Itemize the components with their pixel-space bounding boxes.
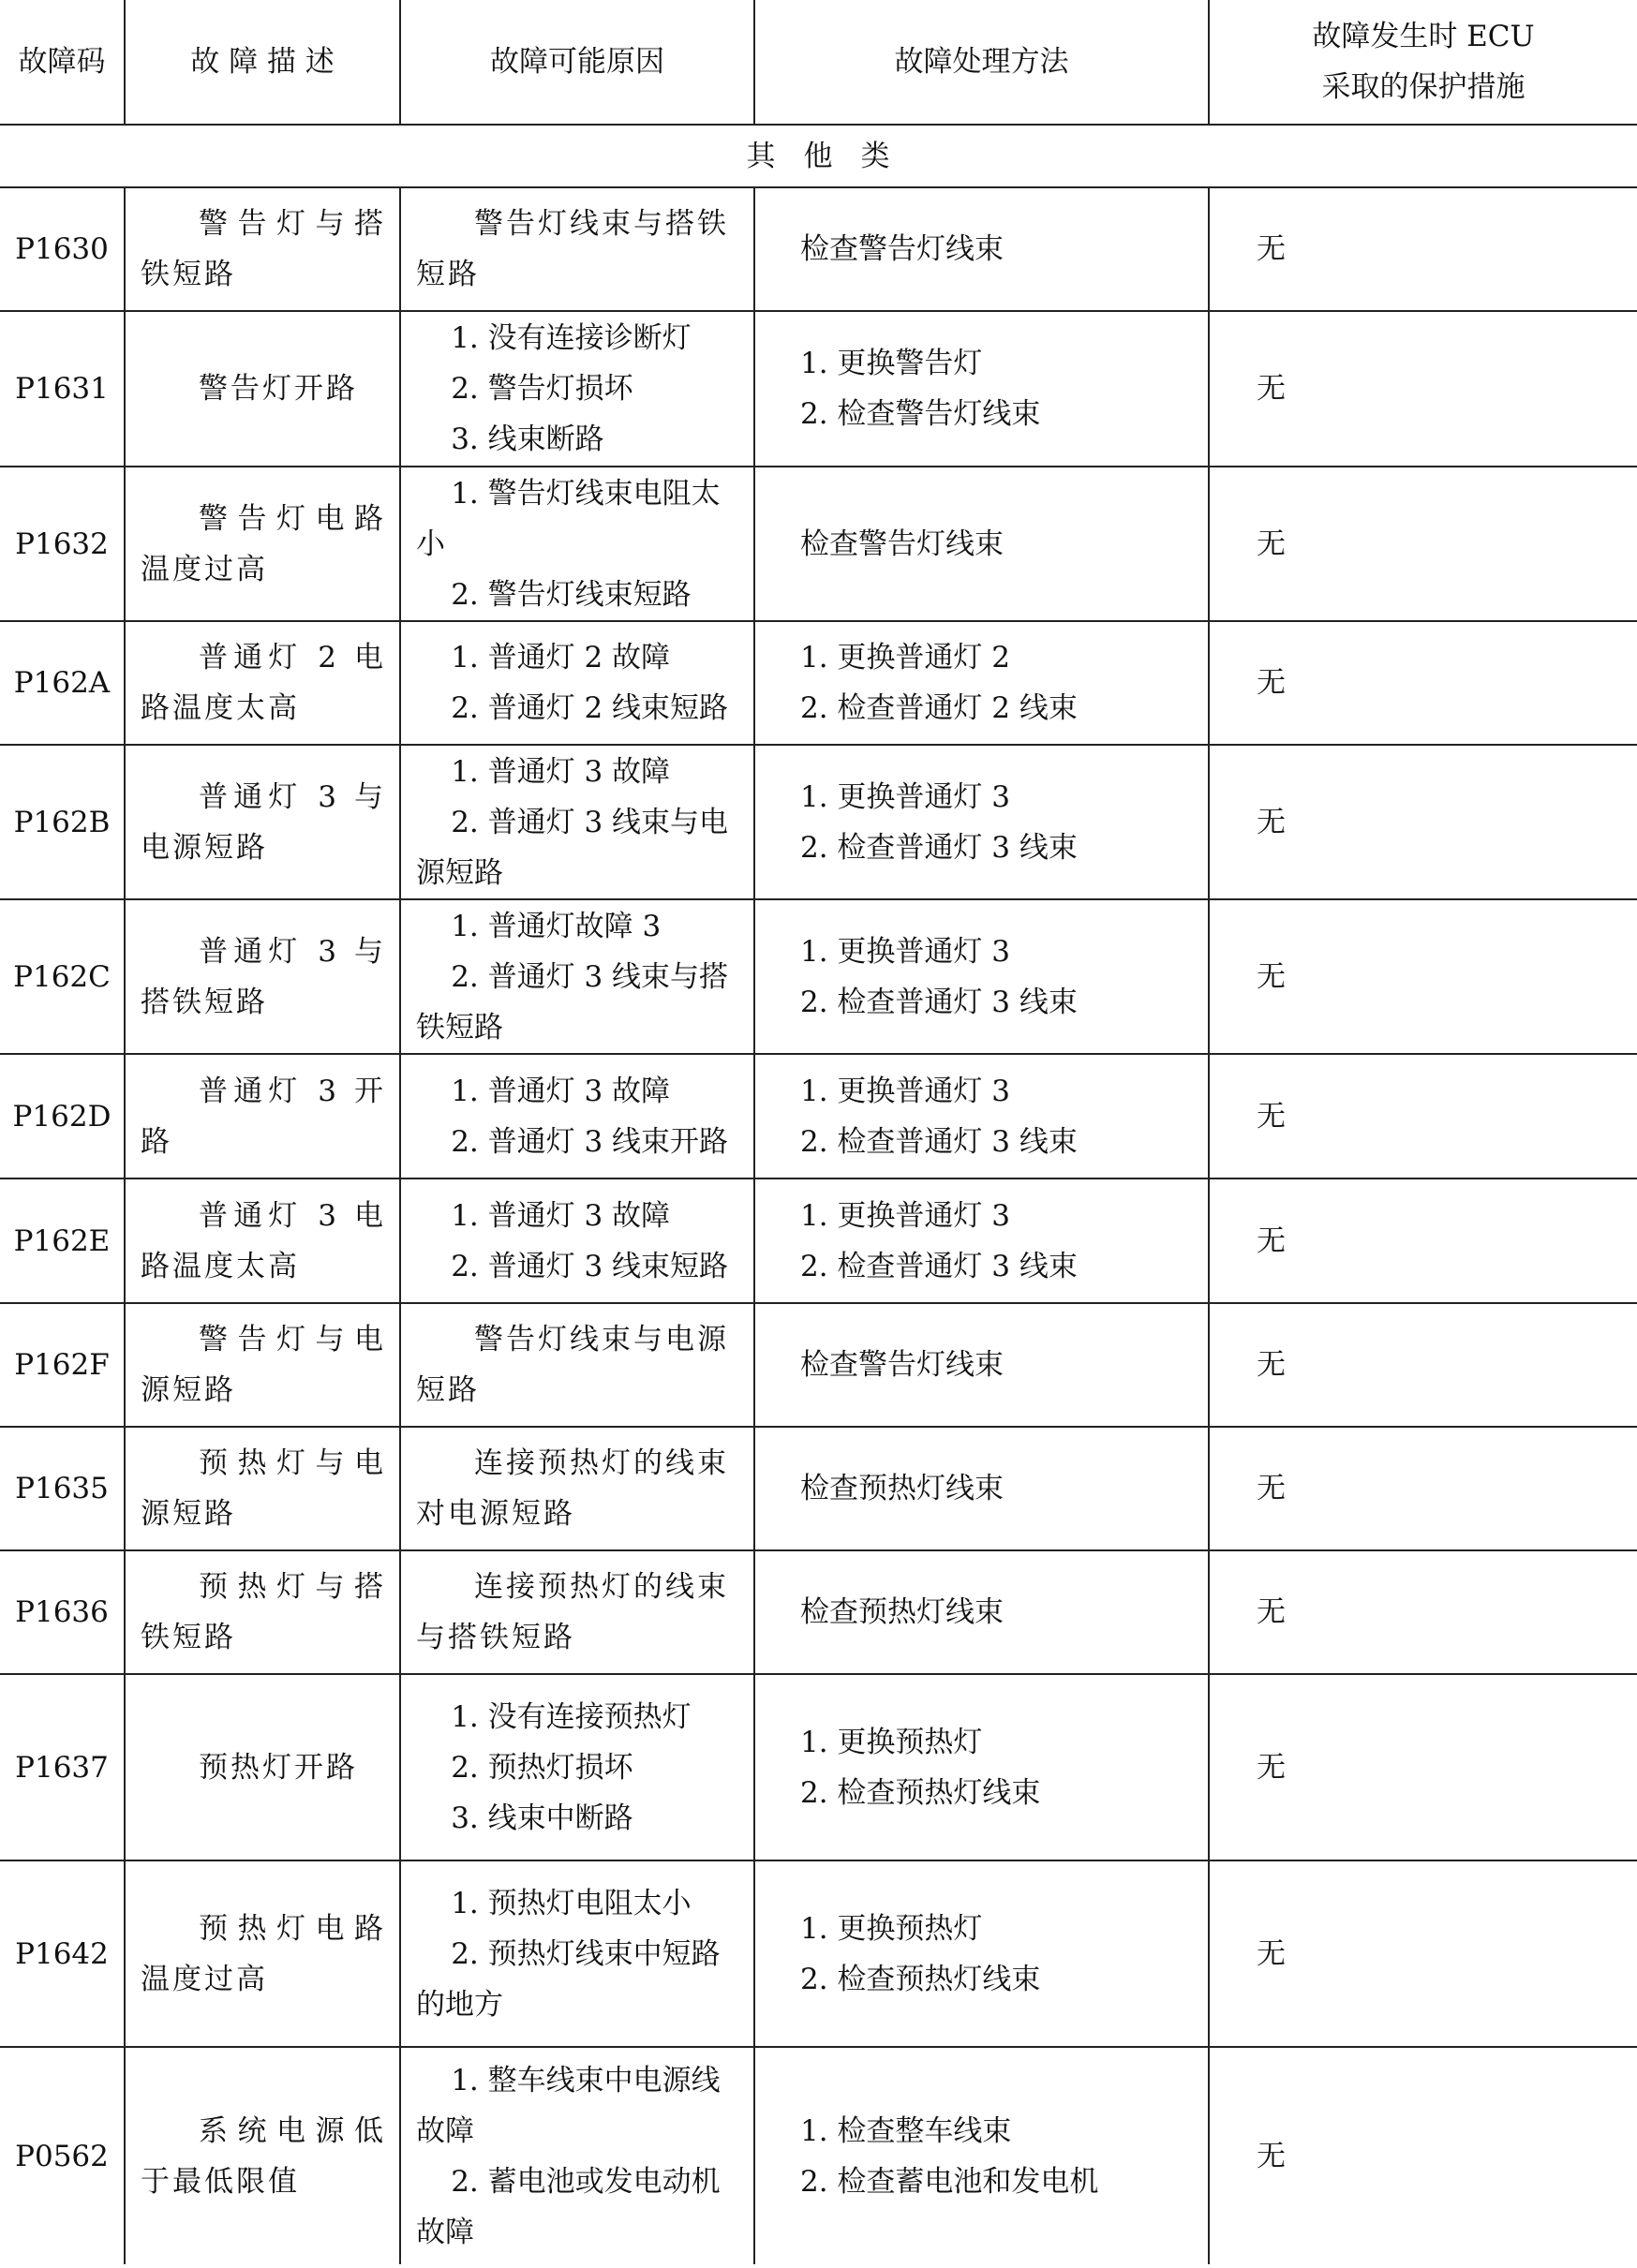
- fault-code: P162D: [0, 1054, 125, 1178]
- fault-cause-item: 1. 没有连接预热灯: [451, 1699, 692, 1734]
- fault-code: P1642: [0, 1860, 125, 2047]
- fault-description: 普通灯 3 开路: [125, 1054, 400, 1178]
- ecu-protection: 无: [1209, 1860, 1637, 2047]
- fault-description: 警告灯与搭铁短路: [125, 187, 400, 311]
- table-row: [0, 621, 1637, 745]
- fault-code: P1631: [0, 311, 125, 467]
- fault-method-item: 1. 更换普通灯 3: [800, 1074, 1011, 1108]
- fault-cause: [400, 621, 754, 745]
- fault-method-item: 1. 检查整车线束: [800, 2113, 1012, 2148]
- fault-cause-item: 1. 预热灯电阻太小: [451, 1886, 692, 1920]
- fault-method-item: 检查预热灯线束: [800, 1595, 1004, 1629]
- ecu-protection: 无: [1209, 1550, 1637, 1674]
- fault-method-item: 检查预热灯线束: [800, 1472, 1004, 1505]
- fault-method-item: 1. 更换普通灯 2: [800, 641, 1011, 674]
- fault-method: [754, 2047, 1209, 2264]
- table-row: [0, 745, 1637, 899]
- fault-cause: [400, 1303, 754, 1427]
- fault-method-item: 1. 更换普通灯 3: [800, 779, 1011, 814]
- ecu-protection: 无: [1209, 1303, 1637, 1427]
- table-row: [0, 899, 1637, 1054]
- fault-cause-item: 1. 普通灯 3 故障: [451, 1074, 671, 1108]
- fault-cause: [400, 1674, 754, 1860]
- fault-method: [754, 745, 1209, 899]
- fault-cause: [400, 467, 754, 621]
- header-method: 故障处理方法: [754, 0, 1209, 125]
- fault-code: P1636: [0, 1550, 125, 1674]
- fault-cause-item: 连接预热灯的线束与搭铁短路: [416, 1570, 729, 1654]
- fault-cause-item: 2. 普通灯 3 线束与电源短路: [416, 805, 729, 890]
- fault-cause-item: 2. 预热灯损坏: [451, 1750, 633, 1785]
- fault-description: 预热灯与电源短路: [125, 1427, 400, 1550]
- fault-method-item: 2. 检查普通灯 3 线束: [800, 830, 1078, 865]
- fault-cause-item: 1. 没有连接诊断灯: [451, 321, 692, 355]
- fault-cause-item: 3. 线束中断路: [451, 1801, 633, 1835]
- fault-method-item: 2. 检查普通灯 3 线束: [800, 1124, 1078, 1159]
- fault-cause-item: 1. 普通灯故障 3: [451, 909, 662, 943]
- header-row: [0, 0, 1637, 125]
- fault-method-item: 1. 更换预热灯: [800, 1725, 983, 1759]
- fault-cause-item: 2. 蓄电池或发电动机故障: [416, 2164, 721, 2249]
- fault-method: [754, 1303, 1209, 1427]
- table-header: [0, 0, 1637, 125]
- fault-cause-item: 2. 普通灯 2 线束短路: [451, 691, 729, 725]
- fault-cause: [400, 1054, 754, 1178]
- table-row: [0, 1054, 1637, 1178]
- fault-method: [754, 1860, 1209, 2047]
- fault-cause-item: 2. 警告灯损坏: [451, 372, 633, 406]
- fault-cause: [400, 899, 754, 1054]
- fault-method-item: 1. 更换预热灯: [800, 1911, 983, 1946]
- header-code: 故障码: [0, 0, 125, 125]
- fault-description: 普通灯 3 电路温度太高: [125, 1178, 400, 1303]
- fault-cause: [400, 1550, 754, 1674]
- fault-description: 预热灯开路: [125, 1674, 400, 1860]
- table-row: [0, 1860, 1637, 2047]
- fault-cause-item: 2. 普通灯 3 线束短路: [451, 1249, 729, 1283]
- ecu-protection: 无: [1209, 1054, 1637, 1178]
- fault-method: [754, 621, 1209, 745]
- fault-cause-item: 连接预热灯的线束对电源短路: [416, 1446, 729, 1531]
- table-row: [0, 1303, 1637, 1427]
- fault-code: P162B: [0, 745, 125, 899]
- fault-cause-item: 警告灯线束与搭铁短路: [416, 207, 729, 291]
- fault-cause-item: 1. 警告灯线束电阻太小: [416, 476, 721, 561]
- fault-cause-item: 2. 预热灯线束中短路的地方: [416, 1936, 721, 2022]
- ecu-protection: 无: [1209, 1674, 1637, 1860]
- table-row: [0, 1427, 1637, 1550]
- fault-method: [754, 899, 1209, 1054]
- section-title: 其他类: [0, 125, 1637, 187]
- header-protection-line2: 采取的保护措施: [1321, 70, 1525, 104]
- fault-method-item: 2. 检查预热灯线束: [800, 1962, 1041, 1996]
- fault-description: 普通灯 2 电路温度太高: [125, 621, 400, 745]
- ecu-protection: 无: [1209, 187, 1637, 311]
- ecu-protection: 无: [1209, 899, 1637, 1054]
- fault-cause: [400, 311, 754, 467]
- fault-cause: [400, 1860, 754, 2047]
- fault-method-item: 1. 更换警告灯: [800, 347, 983, 380]
- header-description: 故 障 描 述: [125, 0, 400, 125]
- section-row: [0, 125, 1637, 187]
- fault-cause-item: 1. 普通灯 3 故障: [451, 1198, 671, 1233]
- ecu-protection: 无: [1209, 1178, 1637, 1303]
- table-row: [0, 1178, 1637, 1303]
- header-cause: 故障可能原因: [400, 0, 754, 125]
- table-row: [0, 187, 1637, 311]
- ecu-protection: 无: [1209, 1427, 1637, 1550]
- fault-cause-item: 警告灯线束与电源短路: [416, 1323, 729, 1407]
- table-row: [0, 1550, 1637, 1674]
- fault-description: 预热灯电路温度过高: [125, 1860, 400, 2047]
- fault-method-item: 检查警告灯线束: [800, 232, 1004, 266]
- fault-code: P162C: [0, 899, 125, 1054]
- fault-method: [754, 1054, 1209, 1178]
- fault-cause-item: 3. 线束断路: [451, 422, 604, 456]
- fault-method-item: 1. 更换普通灯 3: [800, 934, 1011, 969]
- fault-code: P162A: [0, 621, 125, 745]
- ecu-protection: 无: [1209, 467, 1637, 621]
- fault-cause: [400, 187, 754, 311]
- fault-method: [754, 1550, 1209, 1674]
- fault-method-item: 1. 更换普通灯 3: [800, 1198, 1011, 1233]
- ecu-protection: 无: [1209, 621, 1637, 745]
- fault-method-item: 2. 检查普通灯 2 线束: [800, 691, 1078, 725]
- fault-method: [754, 187, 1209, 311]
- fault-code: P1632: [0, 467, 125, 621]
- fault-code: P1635: [0, 1427, 125, 1550]
- fault-code: P0562: [0, 2047, 125, 2264]
- fault-cause: [400, 1427, 754, 1550]
- fault-description: 普通灯 3 与电源短路: [125, 745, 400, 899]
- fault-method-item: 2. 检查蓄电池和发电机: [800, 2164, 1099, 2199]
- fault-cause: [400, 2047, 754, 2264]
- fault-cause-item: 2. 普通灯 3 线束开路: [451, 1124, 729, 1159]
- fault-method: [754, 467, 1209, 621]
- fault-cause-item: 1. 普通灯 3 故障: [451, 754, 671, 789]
- fault-code: P1630: [0, 187, 125, 311]
- fault-method: [754, 1178, 1209, 1303]
- ecu-protection: 无: [1209, 311, 1637, 467]
- fault-description: 预热灯与搭铁短路: [125, 1550, 400, 1674]
- fault-description: 警告灯电路温度过高: [125, 467, 400, 621]
- fault-method: [754, 1427, 1209, 1550]
- fault-description: 警告灯与电源短路: [125, 1303, 400, 1427]
- fault-code: P162F: [0, 1303, 125, 1427]
- fault-method-item: 2. 检查预热灯线束: [800, 1775, 1041, 1810]
- table-row: [0, 2047, 1637, 2264]
- fault-method-item: 2. 检查普通灯 3 线束: [800, 985, 1078, 1019]
- fault-method-item: 检查警告灯线束: [800, 526, 1004, 561]
- fault-method: [754, 1674, 1209, 1860]
- table-row: [0, 1674, 1637, 1860]
- fault-description: 系统电源低于最低限值: [125, 2047, 400, 2264]
- fault-method-item: 2. 检查普通灯 3 线束: [800, 1249, 1078, 1283]
- table-body: [0, 125, 1637, 2264]
- fault-cause-item: 2. 警告灯线束短路: [451, 577, 692, 612]
- ecu-protection: 无: [1209, 745, 1637, 899]
- fault-description: 普通灯 3 与搭铁短路: [125, 899, 400, 1054]
- fault-code: P162E: [0, 1178, 125, 1303]
- fault-cause-item: 2. 普通灯 3 线束与搭铁短路: [416, 959, 729, 1045]
- fault-method-item: 检查警告灯线束: [800, 1348, 1004, 1382]
- fault-cause: [400, 745, 754, 899]
- fault-cause-item: 1. 普通灯 2 故障: [451, 641, 671, 674]
- fault-cause-item: 1. 整车线束中电源线故障: [416, 2063, 721, 2148]
- header-protection-line1: 故障发生时 ECU: [1312, 20, 1535, 53]
- table-row: [0, 467, 1637, 621]
- fault-method: [754, 311, 1209, 467]
- fault-cause: [400, 1178, 754, 1303]
- fault-description: 警告灯开路: [125, 311, 400, 467]
- fault-code: P1637: [0, 1674, 125, 1860]
- ecu-protection: 无: [1209, 2047, 1637, 2264]
- table-row: [0, 311, 1637, 467]
- header-protection: [1209, 0, 1637, 125]
- fault-method-item: 2. 检查警告灯线束: [800, 397, 1041, 431]
